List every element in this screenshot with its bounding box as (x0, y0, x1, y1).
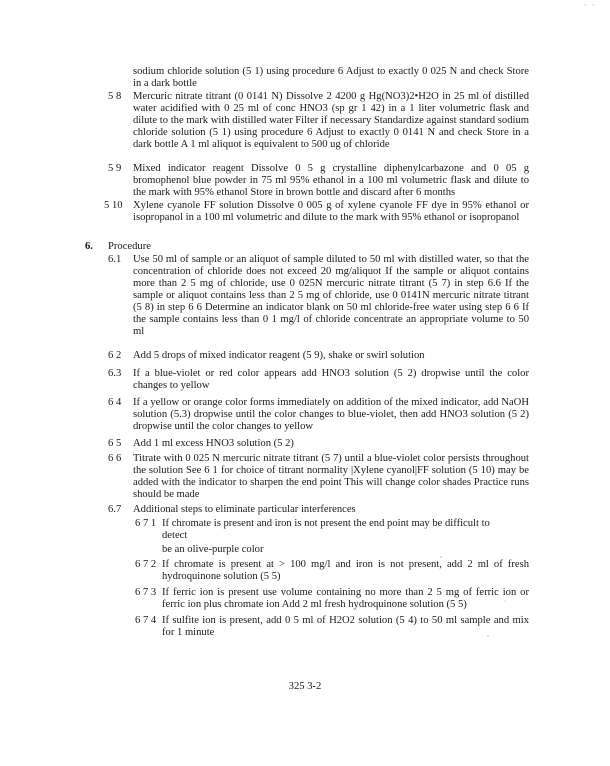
section-6-number: 6. (85, 241, 93, 252)
substep-number-6-7-4: 6 7 4 (135, 615, 157, 626)
step-6-3-blue-violet-color: If a blue-violet or red color appears add HNO3 solution (5 2) dropwise until the color changes to yellow (133, 368, 529, 391)
substep-number-6-7-3: 6 7 3 (135, 587, 157, 598)
item-number-5-8: 5 8 (108, 91, 122, 102)
substep-6-7-2-chromate: If chromate is present at > 100 mg/l and iron is not present, add 2 ml of fresh hydroquinone solution (5 5) (162, 559, 529, 582)
substep-number-6-7-1: 6 7 1 (135, 518, 157, 529)
step-6-7-interferences: Additional steps to eliminate particular interferences (133, 504, 356, 515)
step-6-5-excess-hno3: Add 1 ml excess HNO3 solution (5 2) (133, 438, 294, 449)
item-number-5-9: 5 9 (108, 163, 122, 174)
step-number-6-1: 6.1 (108, 254, 122, 265)
substep-6-7-1-line-2: detect (162, 530, 188, 541)
step-6-2-add-indicator: Add 5 drops of mixed indicator reagent (5 9), shake or swirl solution (133, 350, 425, 361)
corner-mark: - - (583, 0, 596, 10)
substep-6-7-3-ferric-ion: If ferric ion is present use volume containing no more than 2 5 mg of ferric ion or ferric ion plus chromate ion Add 2 ml fresh hydroquinone solution (5 5) (162, 587, 529, 610)
step-number-6-2: 6 2 (108, 350, 122, 361)
item-number-5-10: 5 10 (104, 200, 123, 211)
item-5-9-mixed-indicator-reagent: Mixed indicator reagent Dissolve 0 5 g crystalline diphenylcarbazone and 0 05 g bromophenol blue powder in 75 ml 95% ethanol in a 100 ml volumetric flask and dilute to the mark with 95% ethanol Store in brown bottle and discard after 6 months (133, 163, 529, 198)
section-6-title: Procedure (108, 241, 151, 252)
item-5-8-mercuric-nitrate-titrant: Mercuric nitrate titrant (0 0141 N) Dissolve 2 4200 g Hg(NO3)2•H2O in 25 ml of distilled water acidified with 0 25 ml of conc HNO3 (sp gr 1 42) in a 1 liter volumetric flask and dilute to the mark with distilled water Filter if necessary Standardize against standard sodium chloride solution (5 1) using procedure 6 Adjust to exactly 0 0141 N and check Store in a dark bottle A 1 ml aliquot is equivalent to 500 ug of chloride (133, 91, 529, 150)
step-6-4-yellow-orange-color: If a yellow or orange color forms immediately on addition of the mixed indicator, add NaOH solution (5.3) dropwise until the color changes to blue-violet, then add HNO3 solution (5 2) dropwise until the color changes to yellow (133, 397, 529, 432)
section-5-7-continuation: sodium chloride solution (5 1) using procedure 6 Adjust to exactly 0 025 N and check Store in a dark bottle (133, 66, 529, 89)
substep-6-7-1-line-3: be an olive-purple color (162, 544, 264, 555)
substep-number-6-7-2: 6 7 2 (135, 559, 157, 570)
step-number-6-6: 6 6 (108, 453, 122, 464)
step-number-6-3: 6.3 (108, 368, 122, 379)
substep-6-7-4-sulfite-ion: If sulfite ion is present, add 0 5 ml of H2O2 solution (5 4) to 50 ml sample and mix for 1 minute (162, 615, 529, 638)
item-5-10-xylene-cyanole-solution: Xylene cyanole FF solution Dissolve 0 005 g of xylene cyanole FF dye in 95% ethanol or isopropanol in a 100 ml volumetric and dilute to the mark with 95% ethanol or isopropanol (133, 200, 529, 223)
page-number: 325 3-2 (288, 681, 322, 692)
step-6-1-sample-prep: Use 50 ml of sample or an aliquot of sample diluted to 50 ml with distilled water, so that the concentration of chloride does not exceed 20 mg/aliquot If the sample or aliquot contains more than 2 5 mg of chloride, use 0 025N mercuric nitrate titrant (5 7) in step 6.6 If the sample or aliquot contains less than 2 5 mg of chloride, use 0 0141N mercuric nitrate titrant (5 8) in step 6 6 Determine an indicator blank on 50 ml chloride-free water using step 6 6 If the sample contains less than 0 1 mg/l of chloride concentrate an appropriate volume to 50 ml (133, 254, 529, 337)
step-number-6-4: 6 4 (108, 397, 122, 408)
step-6-6-titrate: Titrate with 0 025 N mercuric nitrate titrant (5 7) until a blue-violet color persists throughout the solution See 6 1 for choice of titrant normality |Xylene cyanol|FF solution (5 10) may be added with the indicator to sharpen the end point This will change color shades Practice runs should be made (133, 453, 529, 500)
substep-6-7-1-line-1: If chromate is present and iron is not present the end point may be difficult to (162, 518, 490, 529)
step-number-6-5: 6 5 (108, 438, 122, 449)
step-number-6-7: 6.7 (108, 504, 122, 515)
